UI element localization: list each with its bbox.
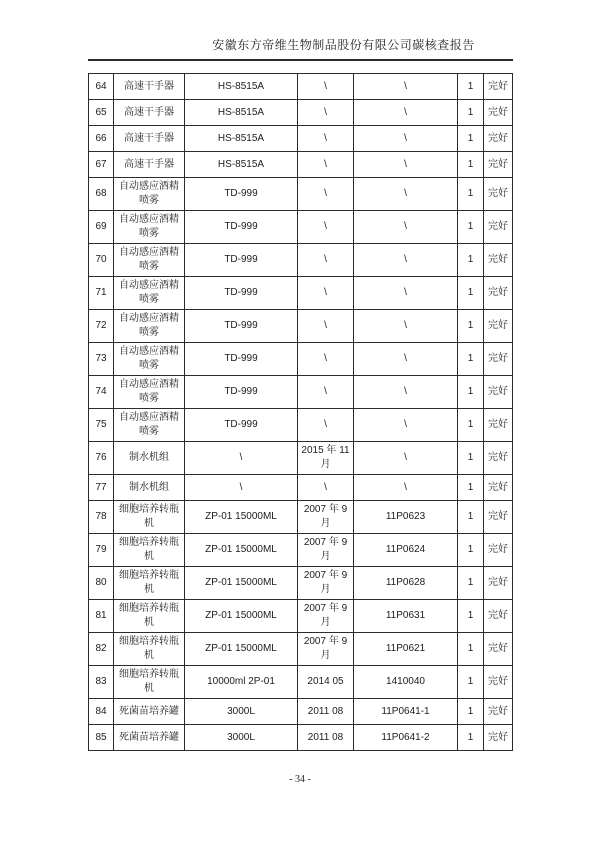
cell-quantity: 1 — [458, 475, 484, 501]
cell-serial-number: 11P0641-2 — [354, 725, 458, 751]
cell-row-number: 80 — [89, 567, 114, 600]
cell-model: ZP-01 15000ML — [185, 501, 298, 534]
cell-row-number: 81 — [89, 600, 114, 633]
cell-serial-number: \ — [354, 211, 458, 244]
cell-equipment-name: 自动感应酒精喷雾 — [114, 376, 185, 409]
cell-serial-number: \ — [354, 475, 458, 501]
cell-row-number: 65 — [89, 100, 114, 126]
cell-equipment-name: 高速干手器 — [114, 126, 185, 152]
cell-serial-number: 11P0641-1 — [354, 699, 458, 725]
cell-quantity: 1 — [458, 343, 484, 376]
table-row — [89, 567, 513, 600]
cell-status: 完好 — [484, 699, 513, 725]
cell-model: TD-999 — [185, 178, 298, 211]
cell-row-number: 84 — [89, 699, 114, 725]
cell-quantity: 1 — [458, 100, 484, 126]
cell-equipment-name: 细胞培养转瓶机 — [114, 567, 185, 600]
cell-serial-number: \ — [354, 74, 458, 100]
cell-model: TD-999 — [185, 310, 298, 343]
cell-date: \ — [298, 211, 354, 244]
table-row — [89, 74, 513, 100]
table-row — [89, 501, 513, 534]
cell-serial-number: 1410040 — [354, 666, 458, 699]
cell-serial-number: 11P0628 — [354, 567, 458, 600]
cell-serial-number: 11P0623 — [354, 501, 458, 534]
cell-equipment-name: 自动感应酒精喷雾 — [114, 178, 185, 211]
cell-model: TD-999 — [185, 211, 298, 244]
table-row — [89, 343, 513, 376]
cell-date: 2015 年 11 月 — [298, 442, 354, 475]
cell-status: 完好 — [484, 152, 513, 178]
cell-serial-number: \ — [354, 310, 458, 343]
cell-quantity: 1 — [458, 152, 484, 178]
page-footer — [0, 774, 600, 785]
table-row — [89, 409, 513, 442]
table-row — [89, 699, 513, 725]
cell-row-number: 72 — [89, 310, 114, 343]
cell-row-number: 79 — [89, 534, 114, 567]
cell-date: \ — [298, 126, 354, 152]
cell-status: 完好 — [484, 310, 513, 343]
cell-model: HS-8515A — [185, 126, 298, 152]
cell-equipment-name: 自动感应酒精喷雾 — [114, 211, 185, 244]
cell-date: \ — [298, 74, 354, 100]
cell-quantity: 1 — [458, 126, 484, 152]
cell-status: 完好 — [484, 567, 513, 600]
cell-quantity: 1 — [458, 442, 484, 475]
cell-row-number: 68 — [89, 178, 114, 211]
cell-serial-number: \ — [354, 126, 458, 152]
cell-date: \ — [298, 475, 354, 501]
cell-model: TD-999 — [185, 244, 298, 277]
cell-serial-number: \ — [354, 277, 458, 310]
cell-status: 完好 — [484, 633, 513, 666]
cell-equipment-name: 自动感应酒精喷雾 — [114, 244, 185, 277]
cell-status: 完好 — [484, 277, 513, 310]
cell-date: \ — [298, 310, 354, 343]
cell-equipment-name: 细胞培养转瓶机 — [114, 633, 185, 666]
table-row — [89, 442, 513, 475]
cell-date: \ — [298, 343, 354, 376]
cell-quantity: 1 — [458, 633, 484, 666]
cell-date: 2007 年 9 月 — [298, 633, 354, 666]
table-row — [89, 100, 513, 126]
table-row — [89, 376, 513, 409]
cell-status: 完好 — [484, 666, 513, 699]
cell-quantity: 1 — [458, 244, 484, 277]
cell-row-number: 73 — [89, 343, 114, 376]
cell-model: \ — [185, 475, 298, 501]
cell-serial-number: \ — [354, 244, 458, 277]
cell-equipment-name: 细胞培养转瓶机 — [114, 666, 185, 699]
cell-date: 2007 年 9 月 — [298, 534, 354, 567]
cell-status: 完好 — [484, 244, 513, 277]
cell-quantity: 1 — [458, 409, 484, 442]
cell-model: HS-8515A — [185, 74, 298, 100]
cell-equipment-name: 自动感应酒精喷雾 — [114, 277, 185, 310]
table-row — [89, 310, 513, 343]
cell-row-number: 71 — [89, 277, 114, 310]
cell-equipment-name: 制水机组 — [114, 475, 185, 501]
cell-row-number: 83 — [89, 666, 114, 699]
table-row — [89, 534, 513, 567]
cell-quantity: 1 — [458, 699, 484, 725]
cell-row-number: 78 — [89, 501, 114, 534]
cell-quantity: 1 — [458, 178, 484, 211]
cell-serial-number: \ — [354, 178, 458, 211]
table-row — [89, 152, 513, 178]
cell-equipment-name: 细胞培养转瓶机 — [114, 600, 185, 633]
cell-date: \ — [298, 244, 354, 277]
cell-date: \ — [298, 409, 354, 442]
cell-status: 完好 — [484, 409, 513, 442]
table-row — [89, 244, 513, 277]
cell-serial-number: 11P0624 — [354, 534, 458, 567]
cell-serial-number: \ — [354, 100, 458, 126]
cell-equipment-name: 高速干手器 — [114, 74, 185, 100]
cell-serial-number: \ — [354, 152, 458, 178]
page-header — [88, 36, 513, 61]
cell-model: ZP-01 15000ML — [185, 567, 298, 600]
cell-equipment-name: 自动感应酒精喷雾 — [114, 310, 185, 343]
cell-row-number: 76 — [89, 442, 114, 475]
cell-equipment-name: 死菌苗培养罐 — [114, 725, 185, 751]
cell-status: 完好 — [484, 600, 513, 633]
cell-status: 完好 — [484, 501, 513, 534]
table-row — [89, 178, 513, 211]
cell-model: 10000ml 2P-01 — [185, 666, 298, 699]
cell-quantity: 1 — [458, 600, 484, 633]
cell-equipment-name: 死菌苗培养罐 — [114, 699, 185, 725]
cell-row-number: 77 — [89, 475, 114, 501]
cell-row-number: 67 — [89, 152, 114, 178]
cell-row-number: 66 — [89, 126, 114, 152]
cell-model: ZP-01 15000ML — [185, 600, 298, 633]
cell-status: 完好 — [484, 178, 513, 211]
cell-status: 完好 — [484, 100, 513, 126]
cell-equipment-name: 制水机组 — [114, 442, 185, 475]
cell-date: \ — [298, 277, 354, 310]
cell-serial-number: 11P0621 — [354, 633, 458, 666]
cell-status: 完好 — [484, 343, 513, 376]
cell-date: 2007 年 9 月 — [298, 600, 354, 633]
cell-date: \ — [298, 178, 354, 211]
cell-date: 2014 05 — [298, 666, 354, 699]
table-row — [89, 725, 513, 751]
table-row — [89, 666, 513, 699]
cell-serial-number: \ — [354, 343, 458, 376]
cell-date: \ — [298, 152, 354, 178]
cell-quantity: 1 — [458, 725, 484, 751]
cell-model: TD-999 — [185, 277, 298, 310]
cell-row-number: 70 — [89, 244, 114, 277]
cell-status: 完好 — [484, 442, 513, 475]
cell-model: ZP-01 15000ML — [185, 534, 298, 567]
cell-model: ZP-01 15000ML — [185, 633, 298, 666]
report-title: 安徽东方帝维生物制品股份有限公司碳核查报告 — [212, 38, 475, 52]
cell-model: \ — [185, 442, 298, 475]
cell-equipment-name: 自动感应酒精喷雾 — [114, 409, 185, 442]
cell-date: 2007 年 9 月 — [298, 501, 354, 534]
cell-equipment-name: 细胞培养转瓶机 — [114, 534, 185, 567]
cell-equipment-name: 细胞培养转瓶机 — [114, 501, 185, 534]
cell-quantity: 1 — [458, 376, 484, 409]
cell-date: 2011 08 — [298, 699, 354, 725]
equipment-table-body — [89, 74, 513, 751]
cell-serial-number: \ — [354, 442, 458, 475]
cell-quantity: 1 — [458, 211, 484, 244]
cell-row-number: 82 — [89, 633, 114, 666]
page-number: - 34 - — [289, 774, 311, 785]
cell-date: \ — [298, 376, 354, 409]
table-row — [89, 475, 513, 501]
table-row — [89, 633, 513, 666]
table-row — [89, 211, 513, 244]
cell-model: TD-999 — [185, 376, 298, 409]
cell-quantity: 1 — [458, 534, 484, 567]
cell-model: 3000L — [185, 725, 298, 751]
cell-equipment-name: 高速干手器 — [114, 152, 185, 178]
cell-row-number: 85 — [89, 725, 114, 751]
cell-quantity: 1 — [458, 277, 484, 310]
table-row — [89, 277, 513, 310]
cell-row-number: 69 — [89, 211, 114, 244]
cell-equipment-name: 高速干手器 — [114, 100, 185, 126]
cell-row-number: 74 — [89, 376, 114, 409]
cell-status: 完好 — [484, 74, 513, 100]
cell-quantity: 1 — [458, 310, 484, 343]
cell-quantity: 1 — [458, 666, 484, 699]
table-row — [89, 600, 513, 633]
cell-status: 完好 — [484, 725, 513, 751]
cell-model: TD-999 — [185, 343, 298, 376]
cell-row-number: 75 — [89, 409, 114, 442]
cell-quantity: 1 — [458, 567, 484, 600]
cell-equipment-name: 自动感应酒精喷雾 — [114, 343, 185, 376]
cell-model: 3000L — [185, 699, 298, 725]
cell-serial-number: \ — [354, 376, 458, 409]
cell-model: TD-999 — [185, 409, 298, 442]
cell-status: 完好 — [484, 475, 513, 501]
cell-date: \ — [298, 100, 354, 126]
cell-serial-number: 11P0631 — [354, 600, 458, 633]
cell-date: 2011 08 — [298, 725, 354, 751]
cell-row-number: 64 — [89, 74, 114, 100]
cell-model: HS-8515A — [185, 152, 298, 178]
equipment-table — [88, 73, 513, 751]
cell-quantity: 1 — [458, 501, 484, 534]
table-row — [89, 126, 513, 152]
cell-status: 完好 — [484, 376, 513, 409]
cell-serial-number: \ — [354, 409, 458, 442]
cell-status: 完好 — [484, 534, 513, 567]
cell-status: 完好 — [484, 211, 513, 244]
cell-quantity: 1 — [458, 74, 484, 100]
cell-date: 2007 年 9 月 — [298, 567, 354, 600]
cell-status: 完好 — [484, 126, 513, 152]
cell-model: HS-8515A — [185, 100, 298, 126]
